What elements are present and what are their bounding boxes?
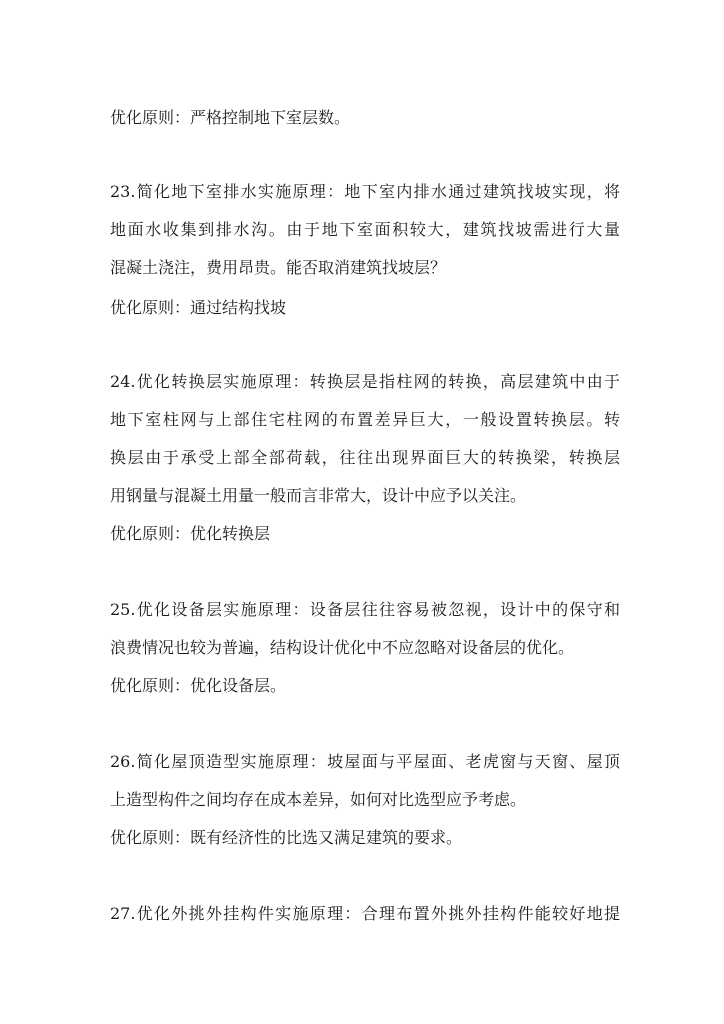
text-line-4: 混凝土浇注，费用昂贵。能否取消建筑找坡层？	[110, 258, 447, 277]
text-line-6: 24.优化转换层实施原理：转换层是指柱网的转换，高层建筑中由于	[110, 372, 620, 391]
text-line-11: 25.优化设备层实施原理：设备层往往容易被忽视，设计中的保守和	[110, 600, 620, 619]
text-line-1: 优化原则：严格控制地下室层数。	[110, 108, 351, 127]
text-line-9: 用钢量与混凝土用量一般而言非常大，设计中应予以关注。	[110, 486, 527, 505]
text-line-5: 优化原则：通过结构找坡	[110, 298, 287, 317]
text-line-13: 优化原则：优化设备层。	[110, 676, 287, 695]
text-line-2: 23.简化地下室排水实施原理：地下室内排水通过建筑找坡实现，将	[110, 182, 620, 201]
text-line-7: 地下室柱网与上部住宅柱网的布置差异巨大，一般设置转换层。转	[110, 410, 620, 429]
text-line-14: 26.简化屋顶造型实施原理：坡屋面与平屋面、老虎窗与天窗、屋顶	[110, 752, 620, 771]
text-line-8: 换层由于承受上部全部荷载，往往出现界面巨大的转换梁，转换层	[110, 448, 620, 467]
text-line-10: 优化原则：优化转换层	[110, 524, 271, 543]
text-line-3: 地面水收集到排水沟。由于地下室面积较大，建筑找坡需进行大量	[110, 220, 620, 239]
text-line-12: 浪费情况也较为普遍，结构设计优化中不应忽略对设备层的优化。	[110, 638, 575, 657]
text-line-15: 上造型构件之间均存在成本差异，如何对比选型应予考虑。	[110, 790, 527, 809]
text-line-17: 27.优化外挑外挂构件实施原理：合理布置外挑外挂构件能较好地提	[110, 904, 620, 923]
text-line-16: 优化原则：既有经济性的比选又满足建筑的要求。	[110, 828, 463, 847]
